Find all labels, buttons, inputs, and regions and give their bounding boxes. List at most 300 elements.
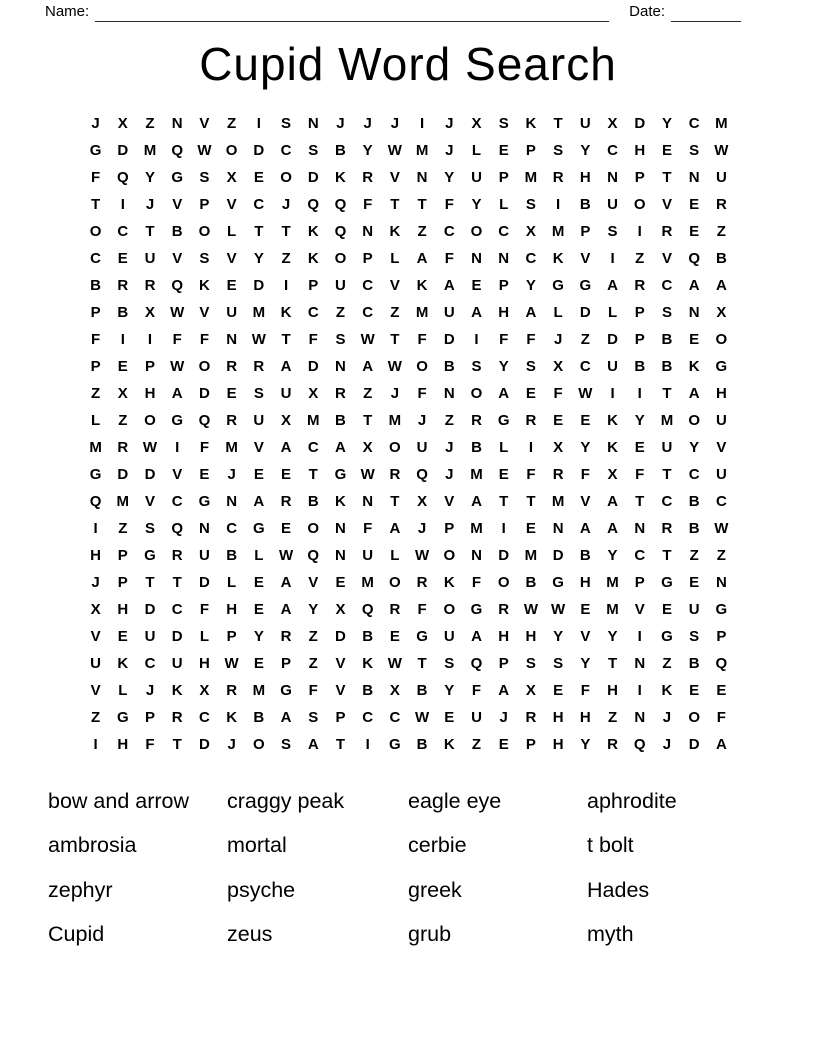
grid-letter: K xyxy=(389,223,401,240)
grid-letter: A xyxy=(280,601,292,618)
grid-letter: A xyxy=(688,277,700,294)
grid-letter: T xyxy=(417,655,427,672)
grid-letter: O xyxy=(144,412,156,429)
grid-letter: G xyxy=(470,601,483,618)
grid-letter: G xyxy=(497,412,510,429)
word-list-item: t bolt xyxy=(587,833,634,858)
grid-letter: Q xyxy=(89,493,102,510)
grid-letter: T xyxy=(390,493,400,510)
grid-letter: Z xyxy=(471,736,482,753)
grid-letter: D xyxy=(253,142,265,159)
grid-letter: G xyxy=(416,628,428,645)
grid-letter: Z xyxy=(716,547,726,564)
grid-letter: E xyxy=(281,466,292,483)
grid-letter: D xyxy=(199,574,210,591)
grid-letter: W xyxy=(415,709,430,726)
grid-letter: E xyxy=(253,601,264,618)
grid-letter: B xyxy=(90,277,102,294)
grid-letter: W xyxy=(251,331,266,348)
grid-letter: J xyxy=(662,709,672,726)
grid-letter: X xyxy=(553,439,564,456)
grid-letter: I xyxy=(610,250,615,267)
grid-letter: D xyxy=(552,547,564,564)
grid-letter: D xyxy=(498,547,510,564)
grid-letter: W xyxy=(224,655,239,672)
grid-letter: T xyxy=(526,493,536,510)
grid-letter: P xyxy=(498,655,509,672)
grid-letter: E xyxy=(498,736,509,753)
grid-letter: R xyxy=(552,169,564,186)
grid-letter: B xyxy=(715,250,727,267)
grid-letter: R xyxy=(226,358,238,375)
grid-letter: J xyxy=(145,682,155,699)
grid-letter: S xyxy=(281,736,292,753)
grid-letter: T xyxy=(145,223,155,240)
grid-letter: V xyxy=(90,682,101,699)
grid-letter: J xyxy=(445,115,454,132)
grid-letter: V xyxy=(335,655,346,672)
grid-letter: W xyxy=(523,601,539,618)
grid-letter: M xyxy=(116,493,130,510)
grid-letter: Z xyxy=(662,655,672,672)
word-list-item: ambrosia xyxy=(48,833,137,858)
grid-letter: F xyxy=(635,466,645,483)
grid-letter: Z xyxy=(145,115,155,132)
grid-letter: R xyxy=(144,277,156,294)
grid-letter: Q xyxy=(171,277,184,294)
grid-letter: J xyxy=(336,115,345,132)
grid-letter: F xyxy=(526,331,536,348)
grid-letter: Z xyxy=(308,655,318,672)
grid-letter: I xyxy=(610,385,615,402)
grid-letter: N xyxy=(226,331,238,348)
grid-letter: P xyxy=(634,574,645,591)
grid-letter: L xyxy=(199,628,210,645)
grid-letter: P xyxy=(117,574,128,591)
grid-letter: U xyxy=(199,547,210,564)
grid-letter: O xyxy=(688,412,701,429)
grid-letter: L xyxy=(118,682,128,699)
grid-letter: Z xyxy=(716,223,726,240)
grid-letter: H xyxy=(226,601,238,618)
word-list-item: myth xyxy=(587,922,634,947)
grid-letter: Y xyxy=(580,736,591,753)
grid-letter: Z xyxy=(390,304,400,321)
grid-letter: P xyxy=(145,709,156,726)
grid-letter: Q xyxy=(334,223,347,240)
grid-letter: H xyxy=(117,601,129,618)
grid-letter: Z xyxy=(118,412,128,429)
grid-letter: R xyxy=(280,628,292,645)
grid-letter: R xyxy=(171,547,183,564)
grid-letter: A xyxy=(362,358,374,375)
grid-letter: B xyxy=(117,304,129,321)
grid-letter: R xyxy=(335,385,346,402)
grid-letter: T xyxy=(662,466,672,483)
grid-letter: P xyxy=(634,169,645,186)
grid-letter: C xyxy=(117,223,129,240)
grid-letter: B xyxy=(688,655,700,672)
grid-letter: T xyxy=(417,196,427,213)
grid-letter: R xyxy=(362,169,374,186)
grid-letter: A xyxy=(471,304,482,321)
grid-letter: E xyxy=(117,628,128,645)
grid-letter: A xyxy=(307,736,319,753)
grid-letter: T xyxy=(390,331,400,348)
grid-letter: N xyxy=(552,520,564,537)
grid-letter: R xyxy=(607,736,618,753)
grid-letter: O xyxy=(688,709,701,726)
grid-letter: S xyxy=(661,304,672,321)
grid-letter: S xyxy=(199,250,210,267)
grid-letter: P xyxy=(281,655,292,672)
grid-letter: B xyxy=(416,736,428,753)
grid-letter: B xyxy=(253,709,265,726)
grid-letter: A xyxy=(280,439,292,456)
grid-letter: T xyxy=(172,574,182,591)
grid-letter: H xyxy=(579,574,591,591)
grid-letter: G xyxy=(89,142,102,159)
grid-letter: Y xyxy=(661,115,672,132)
grid-letter: I xyxy=(637,223,642,240)
grid-letter: W xyxy=(278,547,294,564)
grid-letter: I xyxy=(365,736,370,753)
grid-letter: W xyxy=(387,655,402,672)
grid-letter: Q xyxy=(688,250,701,267)
grid-letter: O xyxy=(225,142,238,159)
grid-letter: L xyxy=(471,142,482,159)
grid-letter: L xyxy=(254,547,264,564)
grid-letter: T xyxy=(254,223,264,240)
grid-letter: K xyxy=(307,250,319,267)
grid-letter: E xyxy=(553,682,564,699)
grid-letter: E xyxy=(498,142,509,159)
grid-letter: W xyxy=(551,601,566,618)
grid-letter: N xyxy=(362,493,374,510)
grid-letter: I xyxy=(93,736,98,753)
grid-letter: H xyxy=(498,628,510,645)
grid-letter: A xyxy=(498,682,510,699)
date-label: Date: xyxy=(629,3,665,20)
grid-letter: D xyxy=(144,601,156,618)
grid-letter: E xyxy=(253,655,264,672)
grid-letter: X xyxy=(607,115,618,132)
grid-letter: V xyxy=(580,628,591,645)
grid-letter: W xyxy=(578,385,593,402)
grid-letter: W xyxy=(197,142,212,159)
grid-letter: X xyxy=(525,682,536,699)
grid-letter: K xyxy=(607,412,618,429)
grid-letter: D xyxy=(634,115,646,132)
grid-letter: K xyxy=(688,358,700,375)
word-list-item: grub xyxy=(408,922,452,947)
grid-letter: K xyxy=(443,736,455,753)
page-title: Cupid Word Search xyxy=(199,38,617,90)
grid-letter: C xyxy=(90,250,102,267)
grid-letter: U xyxy=(144,250,156,267)
grid-letter: E xyxy=(226,277,237,294)
grid-letter: M xyxy=(143,142,157,159)
grid-letter: U xyxy=(443,304,455,321)
grid-letter: F xyxy=(417,331,427,348)
grid-letter: K xyxy=(226,709,238,726)
grid-letter: E xyxy=(661,142,672,159)
grid-letter: W xyxy=(714,142,729,159)
grid-letter: D xyxy=(307,169,319,186)
word-list-item: Cupid xyxy=(48,922,105,947)
grid-letter: A xyxy=(280,709,292,726)
grid-letter: U xyxy=(335,277,346,294)
grid-letter: M xyxy=(225,439,238,456)
grid-letter: H xyxy=(498,304,510,321)
grid-letter: B xyxy=(362,682,374,699)
grid-letter: C xyxy=(362,709,374,726)
grid-letter: X xyxy=(471,115,482,132)
grid-letter: B xyxy=(634,358,646,375)
grid-letter: F xyxy=(308,682,318,699)
grid-letter: O xyxy=(198,358,211,375)
grid-letter: F xyxy=(417,385,427,402)
grid-letter: H xyxy=(579,169,591,186)
grid-letter: J xyxy=(145,196,155,213)
grid-letter: R xyxy=(661,223,673,240)
grid-letter: E xyxy=(117,358,128,375)
grid-letter: N xyxy=(171,115,183,132)
grid-letter: B xyxy=(579,547,591,564)
grid-letter: E xyxy=(689,223,700,240)
grid-letter: A xyxy=(471,628,482,645)
grid-letter: B xyxy=(471,439,482,456)
grid-letter: J xyxy=(499,709,508,726)
grid-letter: E xyxy=(580,601,591,618)
grid-letter: M xyxy=(307,412,320,429)
grid-letter: N xyxy=(335,520,346,537)
grid-letter: H xyxy=(199,655,210,672)
grid-letter: O xyxy=(389,574,401,591)
grid-letter: K xyxy=(335,493,346,510)
grid-letter: C xyxy=(688,466,700,483)
grid-letter: M xyxy=(551,493,565,510)
grid-letter: L xyxy=(499,196,509,213)
grid-letter: C xyxy=(199,709,210,726)
grid-letter: N xyxy=(688,169,700,186)
grid-letter: Y xyxy=(253,250,264,267)
grid-letter: R xyxy=(280,493,292,510)
grid-letter: G xyxy=(280,682,292,699)
grid-letter: Z xyxy=(281,250,291,267)
grid-letter: F xyxy=(172,331,182,348)
grid-letter: N xyxy=(715,574,727,591)
grid-letter: M xyxy=(361,574,374,591)
grid-letter: Y xyxy=(580,142,591,159)
grid-letter: O xyxy=(89,223,102,240)
grid-letter: F xyxy=(199,439,210,456)
grid-letter: U xyxy=(579,115,591,132)
grid-letter: O xyxy=(470,385,483,402)
grid-letter: A xyxy=(607,493,618,510)
grid-letter: V xyxy=(226,196,237,213)
grid-letter: C xyxy=(144,655,156,672)
grid-letter: T xyxy=(499,493,509,510)
grid-letter: R xyxy=(471,412,482,429)
grid-letter: R xyxy=(634,277,646,294)
grid-letter: U xyxy=(607,196,618,213)
grid-letter: Z xyxy=(91,385,101,402)
grid-letter: G xyxy=(116,709,129,726)
grid-letter: V xyxy=(661,250,672,267)
grid-letter: U xyxy=(715,169,727,186)
grid-letter: E xyxy=(689,574,700,591)
grid-letter: O xyxy=(633,196,646,213)
grid-letter: T xyxy=(662,385,672,402)
grid-letter: E xyxy=(199,466,210,483)
grid-letter: C xyxy=(498,223,510,240)
grid-letter: V xyxy=(716,439,727,456)
grid-letter: J xyxy=(553,331,563,348)
grid-letter: X xyxy=(90,601,101,618)
word-list-item: aphrodite xyxy=(587,789,677,813)
grid-letter: K xyxy=(416,277,428,294)
grid-letter: F xyxy=(417,601,427,618)
grid-letter: G xyxy=(89,466,102,483)
grid-letter: L xyxy=(499,439,509,456)
grid-letter: N xyxy=(335,358,346,375)
grid-letter: I xyxy=(283,277,289,294)
grid-letter: O xyxy=(334,250,347,267)
grid-letter: E xyxy=(117,250,128,267)
grid-letter: L xyxy=(607,304,618,321)
grid-letter: F xyxy=(91,169,101,186)
grid-letter: R xyxy=(389,466,401,483)
grid-letter: B xyxy=(335,412,346,429)
grid-letter: R xyxy=(117,439,129,456)
grid-letter: M xyxy=(252,682,266,699)
grid-letter: P xyxy=(716,628,727,645)
grid-letter: R xyxy=(715,196,727,213)
grid-letter: Z xyxy=(335,304,346,321)
grid-letter: Y xyxy=(471,196,482,213)
grid-letter: Z xyxy=(580,331,590,348)
grid-letter: V xyxy=(172,196,183,213)
grid-letter: C xyxy=(389,709,401,726)
grid-letter: A xyxy=(715,277,727,294)
grid-letter: X xyxy=(226,169,237,186)
grid-letter: C xyxy=(362,277,374,294)
grid-letter: F xyxy=(716,709,726,726)
grid-letter: J xyxy=(227,466,236,483)
grid-letter: O xyxy=(443,601,456,618)
grid-letter: V xyxy=(172,250,183,267)
grid-letter: F xyxy=(444,196,454,213)
grid-letter: L xyxy=(390,250,400,267)
grid-letter: A xyxy=(335,439,346,456)
grid-letter: W xyxy=(170,304,185,321)
grid-letter: Z xyxy=(227,115,237,132)
letter-grid xyxy=(82,110,735,758)
grid-letter: G xyxy=(334,466,347,483)
grid-letter: O xyxy=(443,547,456,564)
grid-letter: P xyxy=(444,520,455,537)
grid-letter: N xyxy=(688,304,700,321)
grid-letter: C xyxy=(171,493,183,510)
grid-letter: F xyxy=(145,736,155,753)
grid-letter: B xyxy=(307,493,319,510)
grid-letter: I xyxy=(474,331,479,348)
grid-letter: B xyxy=(443,358,455,375)
grid-letter: T xyxy=(662,547,672,564)
grid-letter: L xyxy=(227,223,237,240)
grid-letter: H xyxy=(144,385,156,402)
grid-letter: D xyxy=(688,736,700,753)
grid-letter: S xyxy=(281,115,292,132)
word-list-item: Hades xyxy=(587,877,650,902)
grid-letter: P xyxy=(145,358,156,375)
grid-letter: C xyxy=(607,142,618,159)
grid-letter: G xyxy=(552,574,564,591)
grid-letter: U xyxy=(226,304,238,321)
grid-letter: V xyxy=(226,250,237,267)
grid-letter: B xyxy=(416,682,428,699)
grid-letter: F xyxy=(199,331,210,348)
grid-letter: D xyxy=(117,142,129,159)
grid-letter: A xyxy=(688,385,700,402)
grid-letter: R xyxy=(226,412,238,429)
grid-letter: V xyxy=(661,196,672,213)
word-list-item: bow and arrow xyxy=(48,789,190,813)
grid-letter: B xyxy=(525,574,537,591)
grid-letter: F xyxy=(580,466,590,483)
grid-letter: C xyxy=(226,520,238,537)
grid-letter: F xyxy=(91,331,101,348)
grid-letter: V xyxy=(172,466,183,483)
grid-letter: V xyxy=(199,115,210,132)
word-list xyxy=(48,779,768,957)
grid-letter: F xyxy=(499,331,509,348)
grid-letter: B xyxy=(579,196,591,213)
grid-letter: B xyxy=(335,142,346,159)
grid-letter: I xyxy=(420,115,425,132)
grid-letter: J xyxy=(390,385,400,402)
grid-letter: U xyxy=(280,385,292,402)
grid-letter: M xyxy=(388,412,402,429)
word-list-item: zeus xyxy=(227,922,273,947)
grid-letter: E xyxy=(389,628,400,645)
grid-letter: Q xyxy=(198,412,211,429)
grid-letter: T xyxy=(91,196,101,213)
grid-letter: W xyxy=(387,142,402,159)
grid-letter: P xyxy=(226,628,237,645)
grid-letter: C xyxy=(688,115,700,132)
grid-letter: N xyxy=(634,520,646,537)
grid-letter: M xyxy=(524,547,538,564)
grid-letter: Z xyxy=(118,520,128,537)
grid-letter: G xyxy=(552,277,564,294)
grid-letter: V xyxy=(145,493,156,510)
grid-letter: Q xyxy=(171,520,184,537)
grid-letter: D xyxy=(253,277,265,294)
grid-letter: K xyxy=(607,439,618,456)
grid-letter: O xyxy=(389,439,401,456)
grid-letter: V xyxy=(580,250,591,267)
grid-letter: W xyxy=(170,358,185,375)
grid-letter: W xyxy=(387,358,402,375)
grid-letter: N xyxy=(362,223,374,240)
grid-letter: M xyxy=(606,601,619,618)
grid-letter: D xyxy=(199,385,210,402)
grid-letter: U xyxy=(471,709,482,726)
grid-letter: J xyxy=(91,115,100,132)
grid-letter: S xyxy=(525,196,536,213)
